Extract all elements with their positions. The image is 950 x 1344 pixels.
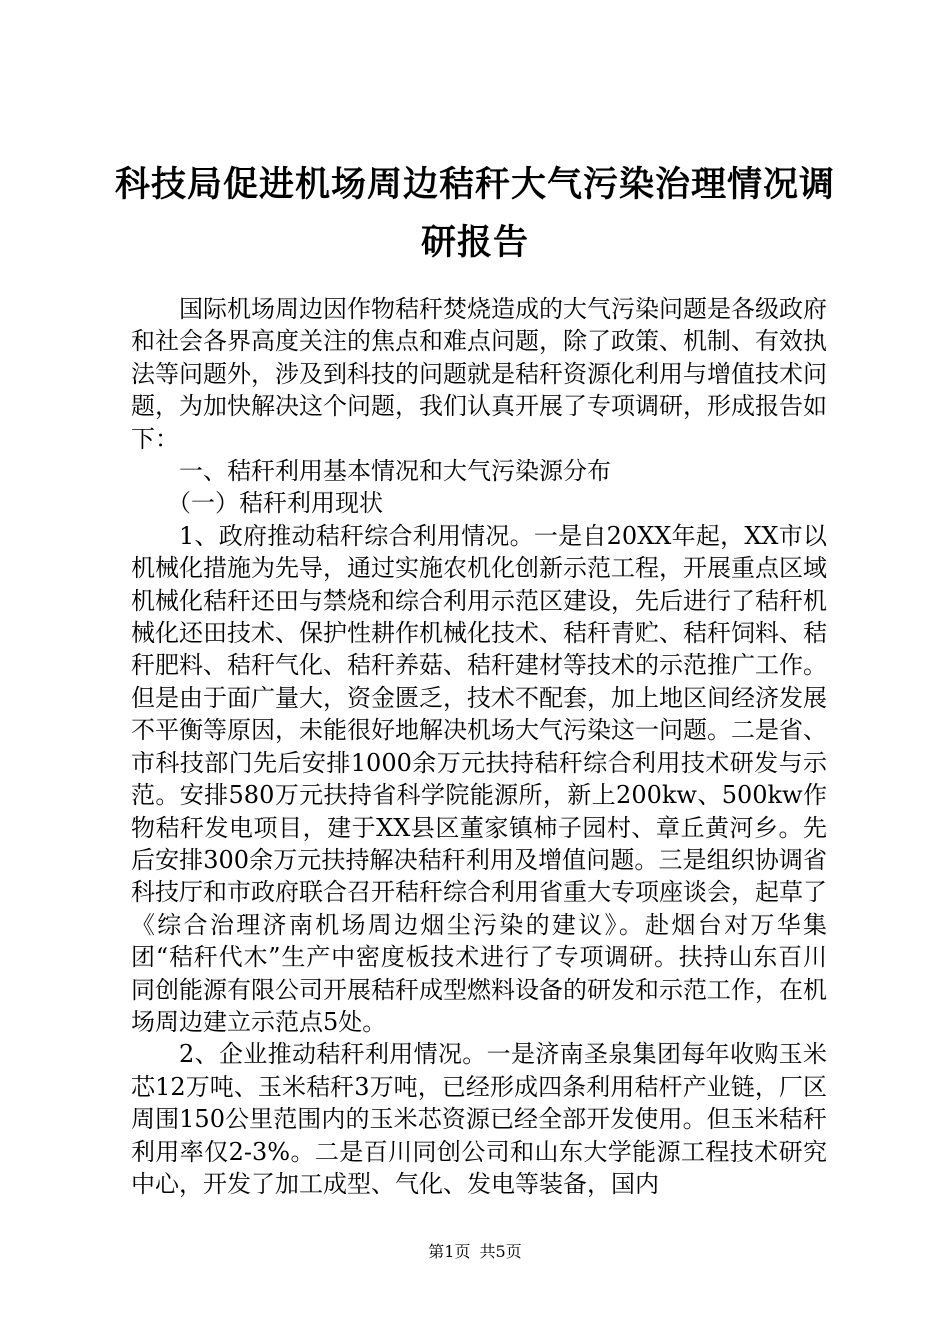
- section-heading: 一、秸秆利用基本情况和大气污染源分布: [179, 457, 611, 486]
- page-number: 第1页: [428, 1242, 471, 1261]
- paragraph-enterprise: 2、企业推动秸秆利用情况。一是济南圣泉集团每年收购玉米芯12万吨、玉米秸秆3万吨，已经形成四条利用秸杆产业链，厂区周围150公里范围内的玉米芯资源已经全部开发使用。但玉米秸秆利用率仅2-3%。二是百川同创公司和山东大学能源工程技术研究中心，开发了加工成型、气化、发电等装备，国内: [131, 1040, 827, 1198]
- document-title: 科技局促进机场周边秸秆大气污染治理情况调研报告: [114, 164, 835, 263]
- document-body: [131, 293, 827, 1200]
- page-footer: [0, 1240, 950, 1264]
- page-total: 共5页: [479, 1242, 522, 1261]
- paragraph-government: 1、政府推动秸秆综合利用情况。一是自20XX年起，XX市以机械化措施为先导，通过实施农机化创新示范工程，开展重点区域机械化秸秆还田与禁烧和综合利用示范区建设，先后进行了秸秆机械化还田技术、保护性耕作机械化技术、秸秆青贮、秸秆饲料、秸秆肥料、秸秆气化、秸秆养菇、秸秆建材等技术的示范推广工作。但是由于面广量大，资金匮乏，技术不配套，加上地区间经济发展不平衡等原因，未能很好地解决机场大气污染这一问题。二是省、市科技部门先后安排1000余万元扶持秸秆综合利用技术研发与示范。安排580万元扶持省科学院能源所，新上200kw、500kw作物秸秆发电项目，建于XX县区董家镇柿子园村、章丘黄河乡。先后安排300余万元扶持解决秸秆利用及增值问题。三是组织协调省科技厅和市政府联合召开秸秆综合利用省重大专项座谈会，起草了《综合治理济南机场周边烟尘污染的建议》。赴烟台对万华集团“秸秆代木”生产中密度板技术进行了专项调研。扶持山东百川同创能源有限公司开展秸秆成型燃料设备的研发和示范工作，在机场周边建立示范点5处。: [131, 521, 827, 1036]
- subsection-heading: （一）秸秆利用现状: [167, 489, 383, 518]
- intro-paragraph: 国际机场周边因作物秸秆焚烧造成的大气污染问题是各级政府和社会各界高度关注的焦点和难点问题，除了政策、机制、有效执法等问题外，涉及到科技的问题就是秸秆资源化利用与增值技术问题，为加快解决这个问题，我们认真开展了专项调研，形成报告如下：: [131, 295, 827, 453]
